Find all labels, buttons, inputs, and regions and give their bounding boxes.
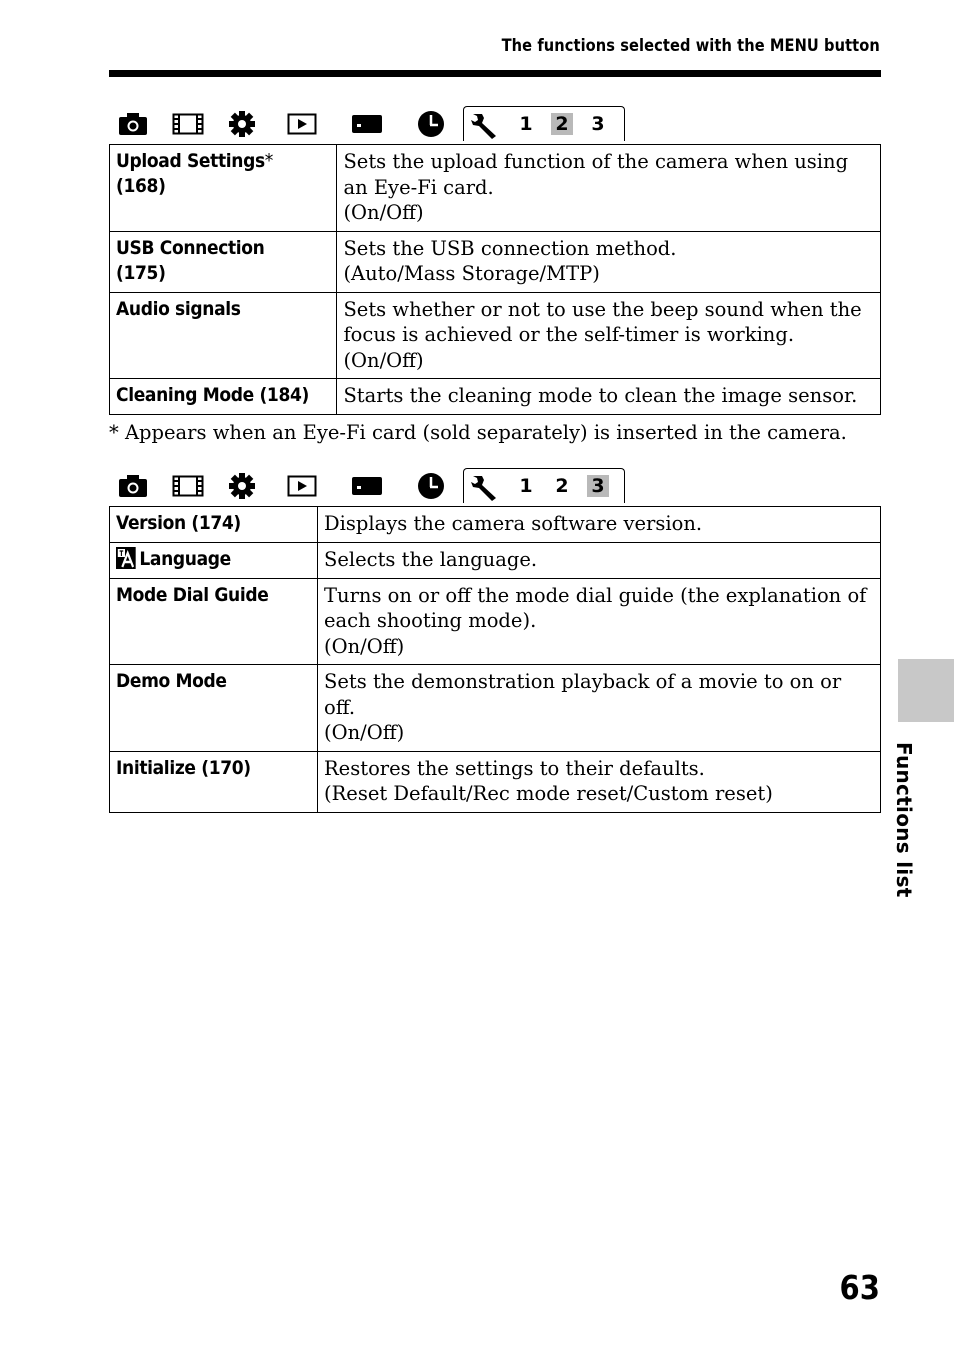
table-row: [110, 665, 881, 752]
menu-item-description: Sets the upload function of the camera when using an Eye-Fi card. (On/Off): [337, 145, 881, 232]
wrench-icon: [470, 112, 500, 140]
menu-item-name: Audio signals: [110, 292, 337, 379]
clock-icon: [417, 472, 445, 500]
table-row: [110, 231, 881, 292]
tab-number-3[interactable]: 3: [587, 475, 609, 497]
footnote-marker: *: [264, 150, 273, 172]
memory-card-icon: [351, 474, 383, 498]
menu-item-name: Cleaning Mode (184): [110, 379, 337, 415]
memory-card-icon: [351, 112, 383, 136]
tab-number-2[interactable]: 2: [551, 113, 573, 135]
movie-film-icon: [172, 112, 204, 136]
menu-item-name: USB Connection (175): [110, 231, 337, 292]
footnote: * Appears when an Eye-Fi card (sold separately) is inserted in the camera.: [109, 421, 847, 444]
tab-number-2[interactable]: 2: [555, 475, 569, 497]
menu-tab-bar-2: [109, 468, 629, 504]
playback-icon: [287, 112, 317, 136]
menu-item-name: Initialize (170): [110, 751, 318, 812]
menu-item-description: Sets the USB connection method. (Auto/Mass Storage/MTP): [337, 231, 881, 292]
wrench-icon: [470, 474, 500, 502]
setup-menu-table-1: [109, 144, 881, 415]
menu-item-description: Restores the settings to their defaults. (Reset Default/Rec mode reset/Custom reset): [318, 751, 881, 812]
page-reference: (175): [116, 261, 166, 284]
menu-item-name: Demo Mode: [110, 665, 318, 752]
header-rule: [109, 70, 881, 77]
menu-tab-bar-1: [109, 106, 629, 142]
menu-item-description: Displays the camera software version.: [318, 507, 881, 543]
menu-item-name: Version (174): [110, 507, 318, 543]
page-reference: (168): [116, 175, 166, 197]
page-number: 63: [839, 1268, 880, 1307]
tab-number-3[interactable]: 3: [591, 113, 605, 135]
tab-number-1[interactable]: 1: [519, 113, 533, 135]
camera-icon: [118, 474, 148, 498]
menu-item-description: Turns on or off the mode dial guide (the explanation of each shooting mode). (On/Off): [318, 578, 881, 665]
camera-icon: [118, 112, 148, 136]
language-icon: [116, 547, 136, 569]
setup-tab[interactable]: [463, 106, 625, 141]
menu-item-name: Upload Settings* (168): [110, 145, 337, 232]
gear-icon: [228, 472, 256, 500]
table-row: [110, 543, 881, 579]
menu-item-description: Selects the language.: [318, 543, 881, 579]
tab-number-1[interactable]: 1: [519, 475, 533, 497]
clock-icon: [417, 110, 445, 138]
table-row: [110, 379, 881, 415]
menu-item-name: Language: [110, 543, 318, 579]
table-row: [110, 145, 881, 232]
setup-tab[interactable]: [463, 468, 625, 503]
menu-item-name: Mode Dial Guide: [110, 578, 318, 665]
menu-item-description: Sets whether or not to use the beep sound when the focus is achieved or the self-timer is working. (On/Off): [337, 292, 881, 379]
table-row: [110, 292, 881, 379]
setup-menu-table-2: [109, 506, 881, 813]
movie-film-icon: [172, 474, 204, 498]
playback-icon: [287, 474, 317, 498]
menu-item-description: Sets the demonstration playback of a movie to on or off. (On/Off): [318, 665, 881, 752]
running-header: The functions selected with the MENU button: [501, 36, 880, 56]
section-thumb-tab: [898, 659, 954, 722]
table-row: [110, 578, 881, 665]
table-row: [110, 507, 881, 543]
menu-item-description: Starts the cleaning mode to clean the image sensor.: [337, 379, 881, 415]
section-side-label: Functions list: [892, 742, 916, 898]
gear-icon: [228, 110, 256, 138]
table-row: [110, 751, 881, 812]
